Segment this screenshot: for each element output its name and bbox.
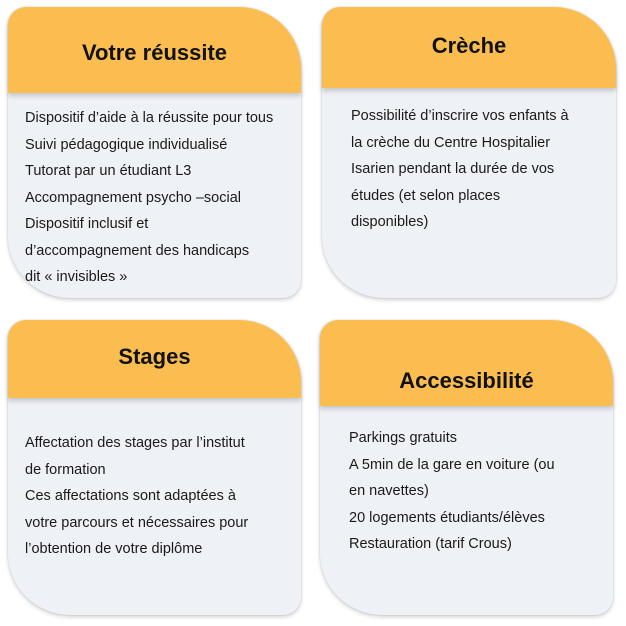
card-title: Stages xyxy=(118,344,191,369)
card-header xyxy=(322,7,616,88)
card-line: votre parcours et nécessaires pour xyxy=(25,514,249,531)
card-line: 20 logements étudiants/élèves xyxy=(349,509,545,526)
card-line: Dispositif inclusif et xyxy=(25,216,149,232)
card-line: Suivi pédagogique individualisé xyxy=(25,136,228,153)
card-title: Crèche xyxy=(431,32,507,58)
card-header xyxy=(8,7,301,93)
card-body xyxy=(25,105,273,291)
card-body xyxy=(25,430,248,563)
card-line: Ces affectations sont adaptées à xyxy=(25,488,236,504)
card-line: d’accompagnement des handicaps xyxy=(25,242,250,259)
card-stages xyxy=(8,320,301,615)
card-line: Tutorat par un étudiant L3 xyxy=(25,163,192,179)
card-line: la crèche du Centre Hospitalier xyxy=(351,134,551,151)
card-line: Dispositif d’aide à la réussite pour tous xyxy=(25,110,274,126)
card-line: Accompagnement psycho –social xyxy=(25,189,242,206)
card-line: A 5min de la gare en voiture (ou xyxy=(349,456,555,473)
card-line: Parkings gratuits xyxy=(349,430,457,446)
card-title: Accessibilité xyxy=(399,368,534,393)
card-line: en navettes) xyxy=(349,483,429,499)
card-line: Affectation des stages par l’institut xyxy=(25,435,245,451)
card-header xyxy=(320,320,613,406)
card-line: Isarien pendant la durée de vos xyxy=(351,161,555,177)
card-line: dit « invisibles » xyxy=(25,269,128,285)
card-votre-reussite xyxy=(8,7,301,298)
card-line: l’obtention de votre diplôme xyxy=(25,541,203,557)
card-line: Restauration (tarif Crous) xyxy=(349,536,512,552)
card-line: études (et selon places xyxy=(351,187,501,204)
card-line: Possibilité d’inscrire vos enfants à xyxy=(351,108,569,124)
card-title: Votre réussite xyxy=(81,40,228,65)
card-accessibilite xyxy=(320,320,613,615)
card-header xyxy=(8,320,301,398)
card-line: disponibles) xyxy=(351,214,429,230)
card-body xyxy=(351,103,569,236)
card-creche xyxy=(322,7,616,298)
card-body xyxy=(349,425,555,558)
card-line: de formation xyxy=(25,461,106,478)
